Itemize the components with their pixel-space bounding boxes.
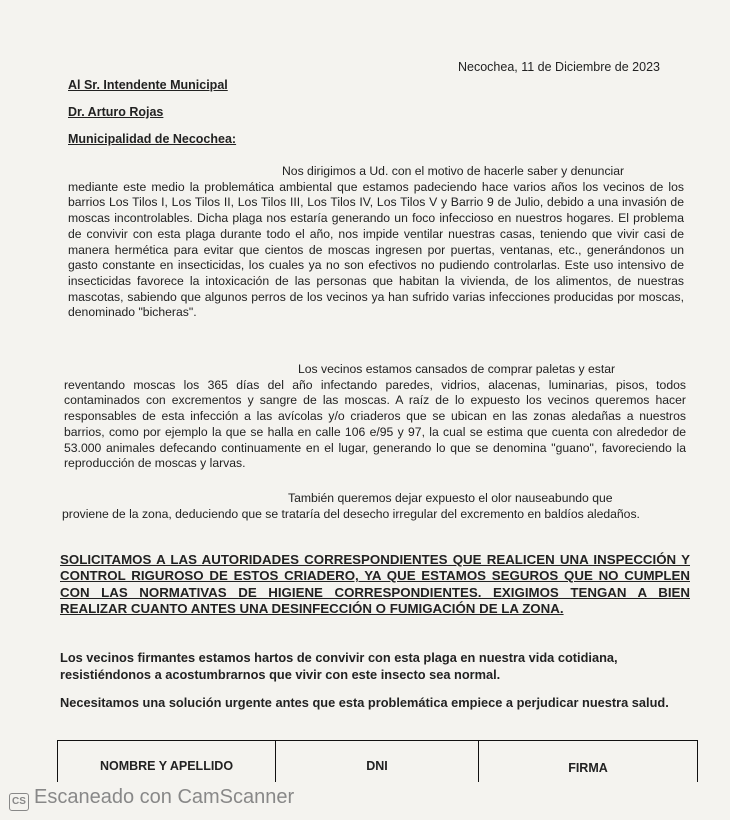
- paragraph-odor: [62, 491, 688, 522]
- paragraph-odor-body: proviene de la zona, deduciendo que se trataría del desecho irregular del excremento en baldíos aledaños.: [62, 506, 640, 521]
- column-header-name: NOMBRE Y APELLIDO: [58, 741, 276, 787]
- paragraph-complaint-lead: Nos dirigimos a Ud. con el motivo de hacerle saber y denunciar: [282, 164, 625, 178]
- paragraph-sources-lead: Los vecinos estamos cansados de comprar paletas y estar: [298, 362, 616, 376]
- paragraph-sources: [64, 362, 686, 472]
- recipient-title: Al Sr. Intendente Municipal: [68, 78, 228, 92]
- column-header-dni: DNI: [276, 741, 479, 787]
- paragraph-complaint: [68, 164, 684, 321]
- column-header-signature: FIRMA: [479, 741, 698, 787]
- urgency-statement: Necesitamos una solución urgente antes que esta problemática empiece a perjudicar nuestra salud.: [60, 695, 669, 710]
- letter-date: Necochea, 11 de Diciembre de 2023: [458, 60, 660, 74]
- camscanner-logo-icon: CS: [9, 793, 29, 811]
- camscanner-watermark-text: Escaneado con CamScanner: [34, 786, 295, 808]
- paragraph-sources-body: reventando moscas los 365 días del año infectando paredes, vidrios, alacenas, luminarias, pisos, todos contaminados con excrementos y sangre de las moscas. A raíz de lo expuesto los vecinos queremos hacer responsables de esta infección a las avícolas y/o criaderos que se ubican en las zonas aledañas a nuestros barrios, como por ejemplo la que se halla en calle 106 e/95 y 97, la cual se estima que cuenta con alrededor de 53.000 animales defecando continuamente en el lugar, generando lo que se denomina "guano", favoreciendo la reproducción de moscas y larvas.: [64, 377, 686, 471]
- recipient-name: Dr. Arturo Rojas: [68, 105, 164, 119]
- residents-statement: Los vecinos firmantes estamos hartos de convivir con esta plaga en nuestra vida cotidiana, resistiéndonos a acostumbrarnos que vivir con este insecto sea normal.: [60, 650, 618, 682]
- recipient-organization: Municipalidad de Necochea:: [68, 132, 237, 146]
- paragraph-complaint-body: mediante este medio la problemática ambiental que estamos padeciendo hace varios años los vecinos de los barrios Los Tilos I, Los Tilos II, Los Tilos III, Los Tilos IV, Los Tilos V y Barrio 9 de Julio, debido a una invasión de moscas incontrolables. Dicha plaga nos estaría generando un foco infeccioso en nuestros hogares. El problema de convivir con esta plaga durante todo el año, nos impide ventilar nuestras casas, teniendo que vivir casi de manera hermética para evitar que cientos de moscas ingresen por puertas, ventanas, etc., generándonos un gasto constante en insecticidas, los cuales ya no son efectivos no pudiendo controlarlas. Este uso intensivo de insecticidas favorece la intoxicación de las personas que habitan la vivienda, de los alimentos, de nuestras mascotas, sabiendo que algunos perros de los vecinos ya han sufrido varias infecciones producidas por moscas, denominado "bicheras".: [68, 179, 684, 320]
- signature-table-header: [58, 741, 698, 787]
- demand-statement: SOLICITAMOS A LAS AUTORIDADES CORRESPONDIENTES QUE REALICEN UNA INSPECCIÓN Y CONTROL RIGUROSO DE ESTOS CRIADERO, YA QUE ESTAMOS SEGUROS QUE NO CUMPLEN CON LAS NORMATIVAS DE HIGIENE CORRESPONDIENTES. EXIGIMOS TENGAN A BIEN REALIZAR CUANTO ANTES UNA DESINFECCIÓN O FUMIGACIÓN DE LA ZONA.: [60, 552, 690, 616]
- paragraph-odor-lead: También queremos dejar expuesto el olor nauseabundo que: [288, 491, 613, 505]
